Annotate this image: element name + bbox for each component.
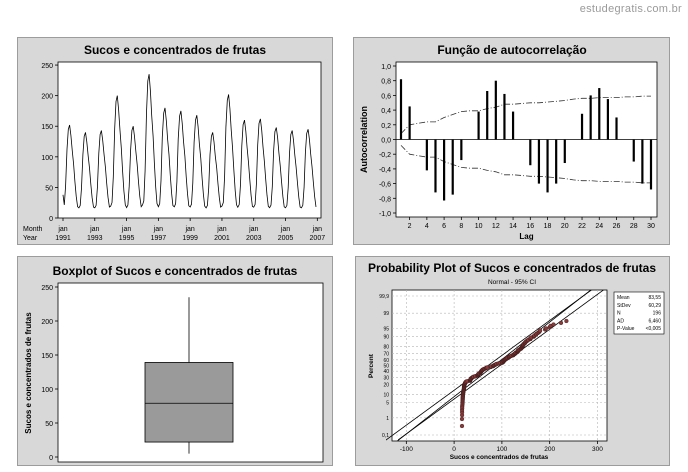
data-point: [544, 327, 548, 331]
x-tick-month: jan: [217, 226, 227, 233]
y-tick-label: 200: [41, 93, 53, 101]
x-tick-label: 22: [578, 223, 586, 230]
x-tick-label: 6: [442, 223, 447, 230]
x-axis-label: Sucos e concentrados de frutas: [449, 454, 549, 461]
stat-value: 196: [652, 310, 661, 317]
y-tick-label: 0,1: [382, 433, 389, 439]
x-tick-label: 18: [543, 223, 552, 230]
x-tick-label: 8: [459, 223, 464, 230]
y-tick-label: 200: [41, 319, 53, 326]
x-tick-month: jan: [249, 226, 259, 233]
x-tick-year: 2003: [245, 235, 262, 242]
stat-label: StDev: [617, 302, 631, 309]
y-tick-label: -0,6: [378, 181, 391, 189]
y-tick-label: 0,2: [381, 122, 391, 130]
y-tick-label: 150: [41, 353, 53, 360]
probability-plot-panel: [355, 256, 670, 466]
x-tick-year: 1993: [87, 235, 103, 242]
interquartile-box: [145, 362, 233, 442]
x-tick-month: jan: [121, 226, 132, 233]
y-tick-label: 20: [383, 382, 389, 389]
y-tick-label: -0,2: [378, 152, 391, 160]
y-tick-label: 50: [45, 421, 53, 428]
y-tick-label: 0: [49, 455, 53, 462]
x-tick-label: 28: [629, 223, 638, 230]
y-tick-label: 250: [41, 285, 53, 292]
y-tick-label: 0,4: [381, 108, 391, 116]
x-tick-label: 16: [526, 223, 535, 230]
y-axis-label: Sucos e concentrados de frutas: [24, 312, 33, 434]
x-tick-label: -100: [399, 446, 413, 453]
y-tick-label: 50: [45, 185, 53, 193]
y-tick-label: 0,8: [381, 78, 391, 86]
y-tick-label: 99,9: [379, 294, 389, 300]
stat-value: 83,55: [648, 295, 661, 301]
x-tick-month: jan: [280, 226, 291, 233]
y-tick-label: 40: [383, 369, 389, 376]
x-tick-label: 4: [424, 223, 429, 230]
y-tick-label: 60: [383, 357, 389, 364]
chart-subtitle: Normal - 95% CI: [487, 279, 537, 286]
x-tick-month: jan: [312, 226, 322, 233]
y-tick-label: 1,0: [381, 64, 391, 71]
boxplot-chart: [18, 257, 332, 465]
y-axis-label: Autocorrelation: [359, 105, 369, 174]
x-tick-year: 2007: [309, 235, 326, 242]
stat-value: <0,005: [645, 326, 661, 333]
probability-plot-chart: [356, 257, 669, 465]
acf-chart: [354, 38, 669, 244]
data-point: [552, 323, 556, 327]
x-tick-year: 2001: [214, 235, 230, 242]
x-tick-month: jan: [185, 226, 195, 233]
stat-label: N: [617, 310, 621, 317]
y-tick-label: 0: [49, 216, 53, 223]
stat-label: Mean: [617, 295, 630, 301]
data-point: [559, 321, 563, 325]
plot-area: [58, 62, 321, 218]
x-tick-year: 1995: [118, 235, 135, 242]
x-tick-label: 30: [647, 223, 655, 230]
x-tick-month: jan: [153, 226, 164, 233]
y-tick-label: 10: [383, 392, 389, 399]
y-axis-label: Percent: [368, 354, 375, 378]
chart-title: Boxplot of Sucos e concentrados de frutas: [52, 264, 298, 278]
acf-panel: [353, 37, 670, 245]
x-tick-label: 300: [592, 446, 603, 453]
y-tick-label: 30: [383, 375, 389, 382]
x-tick-year: 1991: [55, 235, 71, 242]
x-tick-label: 26: [612, 223, 621, 230]
watermark: estudegratis.com.br: [579, 3, 682, 15]
boxplot-panel: [17, 256, 333, 466]
chart-title: Função de autocorrelação: [437, 43, 587, 57]
data-point: [538, 329, 542, 333]
x-tick-month: jan: [58, 226, 68, 233]
x-tick-label: 0: [452, 446, 456, 453]
x-tick-label: 200: [544, 446, 556, 453]
x-tick-label: 20: [560, 223, 569, 230]
y-tick-label: 90: [383, 334, 389, 341]
x-tick-label: 24: [595, 223, 604, 230]
y-tick-label: 100: [41, 387, 53, 394]
row-label-month: Month: [23, 226, 43, 233]
chart-title: Sucos e concentrados de frutas: [83, 43, 267, 57]
y-tick-label: 150: [41, 124, 53, 132]
x-tick-year: 1999: [182, 235, 198, 242]
y-tick-label: 80: [383, 344, 389, 351]
time-series-panel: [17, 37, 333, 245]
x-tick-label: 14: [509, 223, 517, 230]
stat-value: 6,460: [648, 318, 661, 325]
data-point: [565, 319, 569, 323]
y-tick-label: -0,8: [378, 196, 391, 204]
x-tick-month: jan: [90, 226, 100, 233]
x-tick-label: 10: [474, 223, 483, 230]
y-tick-label: 50: [383, 363, 389, 370]
y-tick-label: 99: [383, 311, 389, 318]
y-tick-label: 95: [383, 326, 389, 333]
y-tick-label: 0,0: [381, 137, 391, 145]
y-tick-label: 70: [383, 351, 389, 358]
x-tick-label: 100: [496, 446, 508, 453]
y-tick-label: 1: [386, 415, 389, 422]
row-label-year: Year: [23, 235, 38, 242]
x-tick-label: 12: [491, 223, 500, 230]
stat-label: P-Value: [617, 326, 635, 333]
y-tick-label: 100: [41, 154, 53, 162]
x-axis-label: Lag: [519, 232, 534, 241]
stat-label: AD: [617, 318, 624, 325]
data-point: [460, 424, 464, 428]
stat-value: 60,29: [648, 302, 661, 309]
y-tick-label: -1,0: [378, 211, 391, 218]
y-tick-label: 5: [386, 400, 389, 407]
chart-title: Probability Plot of Sucos e concentrados de frutas: [367, 261, 657, 275]
time-series-chart: [18, 38, 332, 244]
x-tick-year: 2005: [277, 235, 294, 242]
y-tick-label: -0,4: [378, 166, 391, 174]
y-tick-label: 0,6: [381, 93, 391, 101]
y-tick-label: 250: [41, 63, 53, 71]
x-tick-label: 2: [407, 223, 412, 230]
data-point: [460, 417, 464, 421]
x-tick-year: 1997: [150, 235, 167, 242]
